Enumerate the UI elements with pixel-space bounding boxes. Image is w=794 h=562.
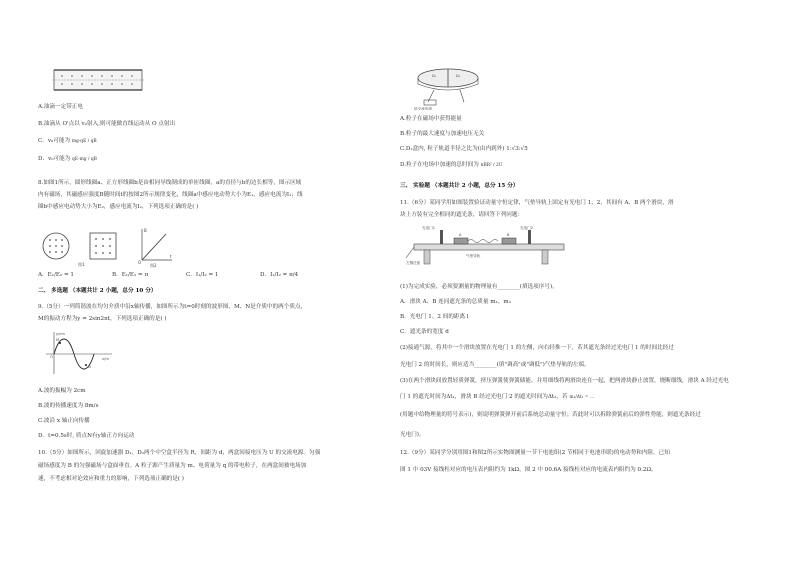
q8-fig1-caption: 图1 xyxy=(78,262,85,267)
q8-stem-line-3: 圈b中感应电动势大小为E₂，感应电流为I₂，下列选项正确的是( ) xyxy=(38,204,199,210)
q7-field-figure xyxy=(50,66,146,94)
q9-axis-x-label: x/m xyxy=(102,357,109,361)
q11-stem-line-1: 11.（6分）某同学用如图装置验证动量守恒定律，气垫导轨上固定有光电门 1、2，其间有 A、B 两个滑块，滑 xyxy=(400,200,674,206)
q8-option-b: B．E₁/E₂ = π xyxy=(112,272,149,278)
q7-option-c xyxy=(38,138,97,145)
q10-option-b: B.粒子的最大速度与加速电压无关 xyxy=(400,131,485,137)
q8-option-d: D．I₁/I₂ = π/4 xyxy=(260,272,299,278)
q8-option-c: C．I₁/I₂ = 1 xyxy=(186,272,219,278)
q10-stem-line-2: 磁场感度为 B 的匀强磁场与盒面垂直。A 粒子源产生质量为 m、电荷量为 q 的带电粒子，在两盒间被电场加 xyxy=(38,463,307,469)
q10-cyclotron-figure xyxy=(408,56,484,110)
q9-point-n-label: N xyxy=(88,365,91,369)
q11-air-track-figure xyxy=(404,222,574,266)
left-column xyxy=(28,0,388,562)
q10-option-d-label: D.粒子在电场中加速的总时间为 xyxy=(400,162,479,168)
q8-stem-line-1: 8.如图1所示，圆形线圈a、正方形线圈b是由相同导线制成的单匝线圈，a的直径与b的边长相等，图示区域 xyxy=(38,180,302,186)
q10-source-label: 接交流电源 xyxy=(414,107,432,110)
q11-line-7: (3)在两个滑块间放置轻质弹簧，挤压弹簧使弹簧储能，并用细线将两滑块连在一起，把两滑块静止放置，烧断细线，滑块 A 经过光电 xyxy=(400,378,729,384)
q9-origin-label: O xyxy=(50,355,53,359)
q10-option-c: C.D₂盒内, 粒子轨道半径之比为(由内到外) 1:√3:√5 xyxy=(400,146,528,152)
q11-slider-b-label: B xyxy=(507,233,510,237)
right-column xyxy=(400,0,768,562)
q11-air-track-label: 气垫导轨 xyxy=(466,254,481,258)
q11-ratio: m₁/Δt₁ = ... xyxy=(569,395,595,400)
q9-axis-y-label: y/cm xyxy=(56,332,65,336)
q11-line-4: C．遮光条的宽度 d xyxy=(400,329,449,335)
q7-option-d-fraction: qE-mg / qB xyxy=(72,157,97,162)
q10-d2-label: D₂ xyxy=(456,74,461,78)
q11-line-8-text: 门 1 的遮光时间为Δt₁，滑块 B 经过光电门 2 的遮光时间为Δt₂，若 xyxy=(400,394,568,400)
q7-option-b: B.油滴从 O'点以 v₀射入,则可能做直线运动从 O 点射出 xyxy=(38,121,176,127)
q11-stem-line-2: 块上方装有完全相同的遮光条，请回答下列问题： xyxy=(400,212,524,218)
q9-option-d: D．t=0.5s时, 质点N有y轴正方向运动 xyxy=(38,433,135,439)
q11-slider-a-label: A xyxy=(459,233,462,237)
q9-stem-line-1: 9.（5分）一列简谐波在均匀介质中沿x轴传播，如图所示为t=0时刻的波形图，M、N是介质中的两个质点， xyxy=(38,304,307,310)
q11-line-6: 光电门 2 的时间长，则应适当________(填"调高"或"调低")气垫导轨的左端。 xyxy=(400,362,590,368)
q12-line-1: 12.（9分）某同学分别用图1和图2所示实物图测量一节干电池组(2 节相同干电池串联)的电动势和内阻。已知 xyxy=(400,450,670,456)
q8-stem-line-2: 内有磁场，其磁感应强度B随时间t的按图2所示规律变化，线圈a中感应电动势大小为E₁，感应电流为I₁；线 xyxy=(38,192,303,198)
q9-wave-figure xyxy=(42,330,116,376)
q9-stem-line-2: M的振动方程为y = 2sin2πt，下列选项正确的是( ) xyxy=(38,316,167,322)
q7-option-a: A.油滴一定带正电 xyxy=(38,104,83,110)
q10-stem-line-3: 速，不考虑相对论效应和重力的影响，下列选项正确的是( ) xyxy=(38,476,184,482)
q9-point-m-label: M xyxy=(56,338,60,342)
section-2-title: 二、 多选题 （本题共计 2 小题，总分 10 分） xyxy=(38,288,157,294)
q10-stem-line-1: 10.（5分）如图所示，回旋加速器 D₁、D₂两个中空盒半径为 R，间距为 d，两盒间接电压为 U 的交流电源。匀强 xyxy=(38,450,321,456)
q8-fig2-axis-o: O xyxy=(138,260,142,265)
q12-line-2: 图 1 中 03V 接线柱对应的电压表内阻约为 1kΩ，图 2 中 00.6A 接线柱对应的电流表内阻约为 0.2Ω。 xyxy=(400,467,657,473)
q9-option-a: A.波的振幅为 2cm xyxy=(38,388,86,394)
q8-fig2-axis-t: t xyxy=(170,254,172,259)
q8-fig2-axis-b: B xyxy=(144,228,147,233)
q8-figure-2 xyxy=(136,226,176,268)
q7-option-d xyxy=(38,156,97,163)
q11-photogate-1-label: 光电门1 xyxy=(422,226,436,230)
section-3-title: 三、 实验题 （本题共计 2 小题，总分 15 分） xyxy=(400,183,519,189)
q11-line-8 xyxy=(400,394,594,401)
q7-option-c-fraction: mg-qE / qB xyxy=(71,139,97,144)
q11-line-1: (1)为完成实验，必须要测量的物理量有________(填选项序号)。 xyxy=(400,284,558,290)
q8-option-a: A．E₁/E₂ = 1 xyxy=(38,272,74,278)
q7-option-c-label: C．v₀可能为 xyxy=(38,138,71,144)
q11-line-5: (2)接通气源，将其中一个滑块放置在光电门 1 的左侧，向右轻推一下，若其遮光条经过光电门 1 的时间比经过 xyxy=(400,345,674,351)
q10-option-d xyxy=(400,162,503,169)
q9-option-b: B.波的传播速度为 8m/s xyxy=(38,403,99,409)
q8-figure-1 xyxy=(40,228,124,268)
q11-bracket-label: 左侧托座 xyxy=(406,261,421,265)
q10-d1-label: D₁ xyxy=(432,74,437,78)
q9-option-c: C.波沿 x 轴正向传播 xyxy=(38,418,90,424)
q11-line-9: (用题中给物理量的符号表示)，则说明弹簧弹开前后系统总动量守恒；若此时可以拆除弹簧前后的弹性势能，则遮光条经过 xyxy=(400,412,701,418)
q10-option-d-fraction: πBR² / 2U xyxy=(480,163,503,168)
q11-line-2: A．滑块 A、B 连同遮光条的总质量 m₁、m₂ xyxy=(400,299,511,305)
q11-line-10: 光电门)。 xyxy=(400,432,425,438)
q8-fig2-caption: 图2 xyxy=(150,263,157,268)
q10-option-a: A.粒子在磁场中获得能量 xyxy=(400,116,462,122)
q7-option-d-label: D．v₀可能为 xyxy=(38,156,71,162)
q11-line-3: B．光电门 1、2 间的距离 l xyxy=(400,314,469,320)
q11-photogate-2-label: 光电门2 xyxy=(520,226,534,230)
